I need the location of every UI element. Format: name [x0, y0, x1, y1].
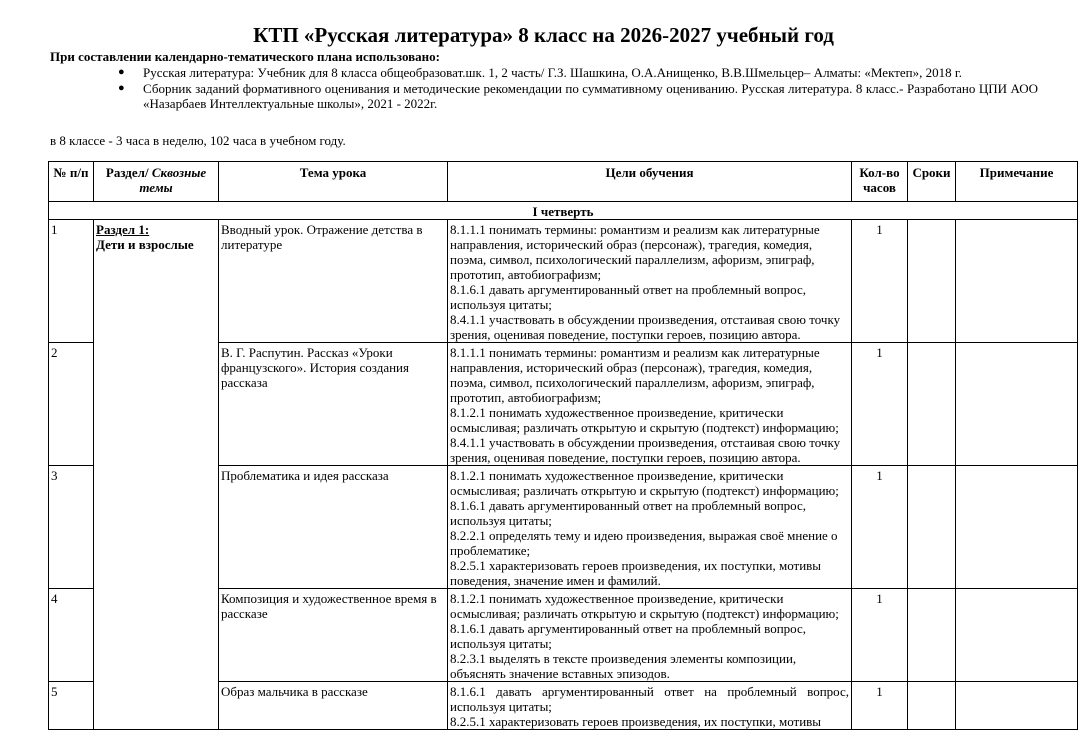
dates-cell: [908, 343, 956, 466]
goal-item: 8.2.3.1 выделять в тексте произведения элементы композиции, объяснять значение вставных эпизодов.: [450, 651, 797, 681]
goal-item: 8.4.1.1 участвовать в обсуждении произведения, отстаивая свою точку зрения, оценивая поведение, поступки героев, позицию автора.: [450, 312, 841, 342]
goal-item: 8.1.2.1 понимать художественное произведение, критически осмысливая; различать открытую и скрытую (подтекст) информацию;: [450, 468, 839, 498]
row-number: 3: [49, 466, 94, 589]
notes-cell: [956, 343, 1078, 466]
learning-goals: [448, 466, 852, 589]
section-label: Раздел 1:: [96, 222, 150, 237]
hours-count: 1: [852, 220, 908, 343]
row-number: 4: [49, 589, 94, 682]
row-number: 1: [49, 220, 94, 343]
goal-item: 8.1.2.1 понимать художественное произведение, критически осмысливая; различать открытую и скрытую (подтекст) информацию;: [450, 591, 839, 621]
lesson-topic: В. Г. Распутин. Рассказ «Уроки французского». История создания рассказа: [219, 343, 448, 466]
header-topic: Тема урока: [219, 162, 448, 202]
document-title: КТП «Русская литература» 8 класс на 2026-2027 учебный год: [253, 23, 834, 47]
lesson-topic: Композиция и художественное время в рассказе: [219, 589, 448, 682]
header-notes: Примечание: [956, 162, 1078, 202]
references-list: [114, 65, 1038, 112]
goal-item: 8.1.6.1 давать аргументированный ответ на проблемный вопрос, используя цитаты;: [450, 684, 849, 714]
header-num: № п/п: [49, 162, 94, 202]
lesson-topic: Проблематика и идея рассказа: [219, 466, 448, 589]
header-dates: Сроки: [908, 162, 956, 202]
learning-goals: [448, 589, 852, 682]
section-cell: [94, 220, 219, 730]
goal-item: 8.1.6.1 давать аргументированный ответ на проблемный вопрос, используя цитаты;: [450, 282, 806, 312]
quarter-row: [49, 202, 1078, 220]
goal-item: 8.2.2.1 определять тему и идею произведения, выражая своё мнение о проблематике;: [450, 528, 838, 558]
goal-item: 8.1.1.1 понимать термины: романтизм и реализм как литературные направления, исторический образ (персонаж), трагедия, комедия, поэма, символ, психологический параллелизм, афоризм, эпиграф, прототип, автобиографизм;: [450, 345, 820, 405]
reference-item: [114, 65, 1038, 80]
learning-goals: [448, 682, 852, 730]
hours-count: 1: [852, 589, 908, 682]
header-section: [94, 162, 219, 202]
goal-item: 8.1.2.1 понимать художественное произведение, критически осмысливая; различать открытую и скрытую (подтекст) информацию;: [450, 405, 839, 435]
dates-cell: [908, 682, 956, 730]
hours-note: в 8 классе - 3 часа в неделю, 102 часа в учебном году.: [50, 133, 346, 148]
lesson-topic: Образ мальчика в рассказе: [219, 682, 448, 730]
hours-count: 1: [852, 466, 908, 589]
goal-item: 8.2.5.1 характеризовать героев произведения, их поступки, мотивы: [450, 714, 822, 729]
dates-cell: [908, 589, 956, 682]
notes-cell: [956, 682, 1078, 730]
goal-item: 8.1.1.1 понимать термины: романтизм и реализм как литературные направления, исторический образ (персонаж), трагедия, комедия, поэма, символ, психологический параллелизм, афоризм, эпиграф, прототип, автобиографизм;: [450, 222, 820, 282]
goal-item: 8.1.6.1 давать аргументированный ответ на проблемный вопрос, используя цитаты;: [450, 621, 806, 651]
reference-text: Сборник заданий формативного оценивания и методические рекомендации по суммативному оцениванию. Русская литература. 8 класс.- Разработано ЦПИ АОО «Назарбаев Интеллектуальные школы», 2021 - 2022г.: [143, 81, 1038, 111]
bullet-icon: ●: [118, 82, 125, 94]
plan-table: [48, 161, 1078, 730]
lesson-topic: Вводный урок. Отражение детства в литературе: [219, 220, 448, 343]
dates-cell: [908, 220, 956, 343]
row-number: 5: [49, 682, 94, 730]
learning-goals: [448, 343, 852, 466]
reference-item: [114, 81, 1038, 111]
bullet-icon: ●: [118, 66, 125, 78]
header-goals: Цели обучения: [448, 162, 852, 202]
header-section-italic: Сквозные темы: [139, 165, 207, 195]
goal-item: 8.2.5.1 характеризовать героев произведения, их поступки, мотивы поведения, значение имен и фамилий.: [450, 558, 822, 588]
learning-goals: [448, 220, 852, 343]
hours-count: 1: [852, 682, 908, 730]
quarter-label: I четверть: [49, 202, 1078, 220]
table-header-row: [49, 162, 1078, 202]
goal-item: 8.1.6.1 давать аргументированный ответ на проблемный вопрос, используя цитаты;: [450, 498, 806, 528]
reference-text: Русская литература: Учебник для 8 класса общеобразоват.шк. 1, 2 часть/ Г.З. Шашкина, О.А.Анищенко, В.В.Шмельцер– Алматы: «Мектеп», 2018 г.: [143, 65, 962, 80]
hours-count: 1: [852, 343, 908, 466]
header-hours: Кол-во часов: [852, 162, 908, 202]
sources-heading: При составлении календарно-тематического плана использовано:: [50, 49, 440, 64]
header-section-label: Раздел/: [105, 165, 152, 180]
dates-cell: [908, 466, 956, 589]
goal-item: 8.4.1.1 участвовать в обсуждении произведения, отстаивая свою точку зрения, оценивая поведение, поступки героев, позицию автора.: [450, 435, 841, 465]
notes-cell: [956, 466, 1078, 589]
section-name: Дети и взрослые: [96, 237, 194, 252]
notes-cell: [956, 589, 1078, 682]
row-number: 2: [49, 343, 94, 466]
table-row: [49, 220, 1078, 343]
notes-cell: [956, 220, 1078, 343]
